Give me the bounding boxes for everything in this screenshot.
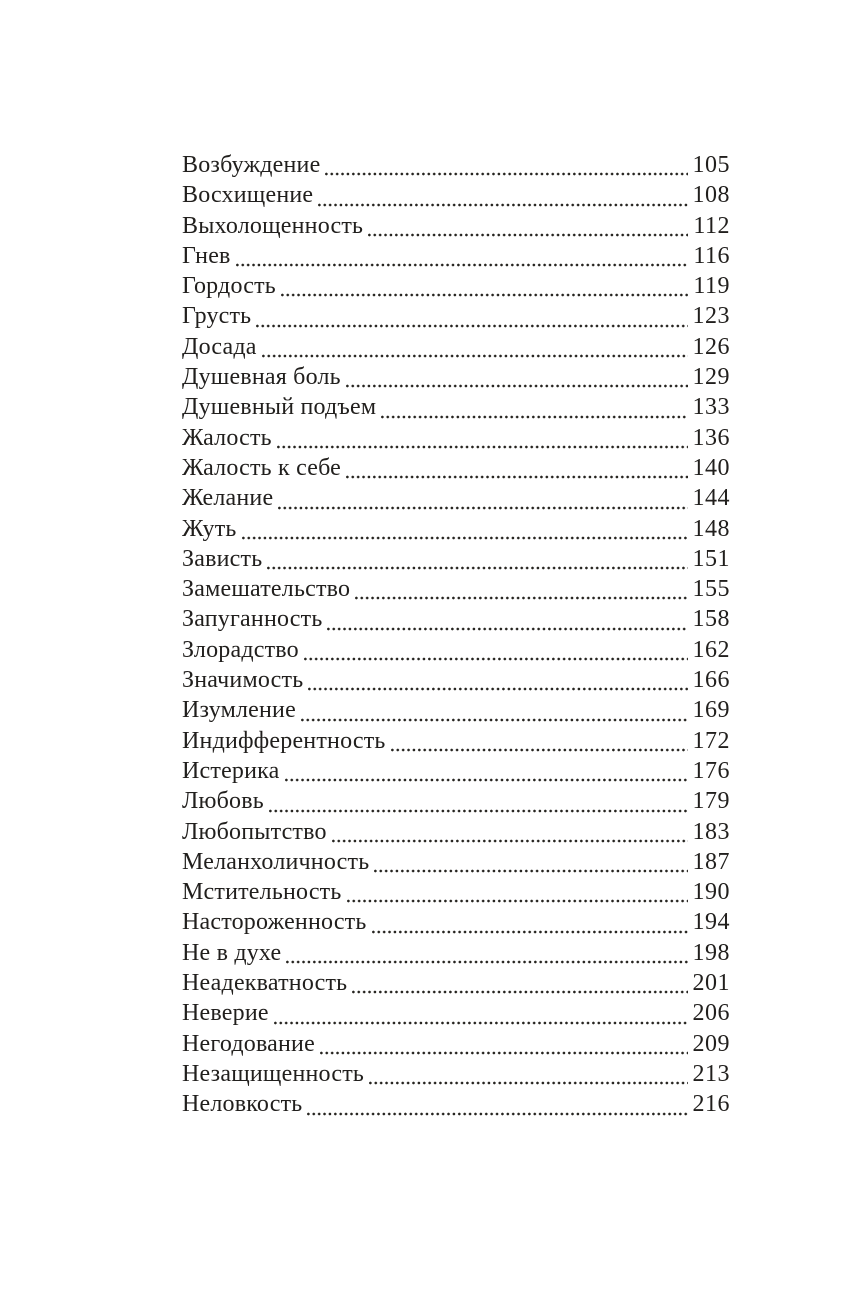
toc-entry <box>182 574 730 604</box>
toc-entry-page-number: 151 <box>692 545 730 572</box>
dot-leader <box>318 203 687 207</box>
toc-entry-title: Индифферентность <box>182 727 386 754</box>
toc-entry <box>182 695 730 725</box>
toc-entry-page-number: 123 <box>692 303 730 330</box>
toc-entry-title: Душевный подъем <box>182 394 377 421</box>
toc-entry <box>182 786 730 816</box>
toc-entry <box>182 756 730 786</box>
toc-entry <box>182 604 730 634</box>
toc-entry <box>182 453 730 483</box>
toc-entry-page-number: 126 <box>692 333 730 360</box>
toc-entry-title: Жуть <box>182 515 237 542</box>
dot-leader <box>327 627 687 631</box>
toc-entry-title: Незащищенность <box>182 1060 365 1087</box>
toc-entry-page-number: 112 <box>693 212 730 239</box>
toc-entry-title: Меланхоличность <box>182 848 370 875</box>
toc-entry-page-number: 198 <box>692 939 730 966</box>
toc-entry <box>182 150 730 180</box>
toc-entry-page-number: 108 <box>692 182 730 209</box>
toc-entry-page-number: 158 <box>692 606 730 633</box>
toc-entry <box>182 271 730 301</box>
toc-entry-title: Мстительность <box>182 879 342 906</box>
toc-entry-page-number: 179 <box>692 788 730 815</box>
dot-leader <box>374 869 687 873</box>
dot-leader <box>368 233 688 237</box>
toc-entry-title: Душевная боль <box>182 364 341 391</box>
dot-leader <box>347 899 688 903</box>
toc-entry-page-number: 144 <box>692 485 730 512</box>
dot-leader <box>320 1051 688 1055</box>
toc-entry-page-number: 119 <box>693 273 730 300</box>
toc-entry-page-number: 140 <box>692 454 730 481</box>
toc-entry-title: Желание <box>182 485 274 512</box>
dot-leader <box>381 415 687 419</box>
toc-entry-page-number: 148 <box>692 515 730 542</box>
toc-entry-title: Негодование <box>182 1030 315 1057</box>
toc-entry-title: Неловкость <box>182 1091 303 1118</box>
toc-entry <box>182 938 730 968</box>
dot-leader <box>346 384 688 388</box>
toc-entry-page-number: 194 <box>692 909 730 936</box>
toc-entry-title: Грусть <box>182 303 252 330</box>
dot-leader <box>332 839 688 843</box>
toc-entry-title: Досада <box>182 333 257 360</box>
dot-leader <box>308 687 687 691</box>
dot-leader <box>256 324 687 328</box>
table-of-contents <box>182 150 730 1120</box>
toc-entry <box>182 1089 730 1119</box>
toc-entry <box>182 635 730 665</box>
toc-entry <box>182 877 730 907</box>
toc-entry-page-number: 187 <box>692 848 730 875</box>
toc-entry-page-number: 136 <box>692 424 730 451</box>
toc-entry-title: Изумление <box>182 697 296 724</box>
toc-entry-title: Настороженность <box>182 909 367 936</box>
dot-leader <box>346 475 687 479</box>
toc-entry <box>182 1029 730 1059</box>
dot-leader <box>286 960 687 964</box>
toc-entry-title: Неверие <box>182 1000 269 1027</box>
toc-entry <box>182 180 730 210</box>
toc-entry-title: Любопытство <box>182 818 327 845</box>
dot-leader <box>304 657 688 661</box>
toc-entry-title: Гнев <box>182 242 231 269</box>
toc-entry <box>182 483 730 513</box>
dot-leader <box>269 809 688 813</box>
toc-entry-page-number: 166 <box>692 667 730 694</box>
toc-entry-title: Истерика <box>182 757 280 784</box>
dot-leader <box>301 718 688 722</box>
toc-entry-page-number: 201 <box>692 970 730 997</box>
toc-entry-page-number: 155 <box>692 576 730 603</box>
toc-entry-title: Значимость <box>182 667 304 694</box>
toc-entry <box>182 726 730 756</box>
toc-entry-page-number: 116 <box>693 242 730 269</box>
dot-leader <box>391 748 688 752</box>
toc-entry-title: Замешательство <box>182 576 351 603</box>
toc-entry <box>182 544 730 574</box>
dot-leader <box>285 778 688 782</box>
toc-entry-title: Зависть <box>182 545 263 572</box>
toc-entry <box>182 665 730 695</box>
toc-entry-title: Восхищение <box>182 182 314 209</box>
toc-entry-title: Запуганность <box>182 606 323 633</box>
toc-entry-page-number: 183 <box>692 818 730 845</box>
toc-entry <box>182 332 730 362</box>
toc-entry <box>182 847 730 877</box>
dot-leader <box>267 566 687 570</box>
toc-entry-title: Неадекватность <box>182 970 348 997</box>
toc-entry-title: Возбуждение <box>182 152 321 178</box>
toc-entry-page-number: 129 <box>692 364 730 391</box>
toc-entry <box>182 907 730 937</box>
toc-entry <box>182 211 730 241</box>
dot-leader <box>307 1112 687 1116</box>
toc-entry <box>182 1059 730 1089</box>
toc-entry <box>182 392 730 422</box>
toc-entry-page-number: 169 <box>692 697 730 724</box>
toc-entry <box>182 301 730 331</box>
dot-leader <box>236 263 689 267</box>
dot-leader <box>369 1081 687 1085</box>
toc-entry-title: Жалость <box>182 424 272 451</box>
toc-entry <box>182 241 730 271</box>
toc-entry-page-number: 206 <box>692 1000 730 1027</box>
toc-entry-page-number: 209 <box>692 1030 730 1057</box>
dot-leader <box>277 445 688 449</box>
toc-entry-page-number: 216 <box>692 1091 730 1118</box>
toc-entry <box>182 362 730 392</box>
toc-entry <box>182 423 730 453</box>
dot-leader <box>262 354 688 358</box>
dot-leader <box>242 536 688 540</box>
toc-entry-title: Выхолощенность <box>182 212 364 239</box>
dot-leader <box>355 596 687 600</box>
toc-entry <box>182 968 730 998</box>
toc-entry-page-number: 133 <box>692 394 730 421</box>
toc-entry-page-number: 162 <box>692 636 730 663</box>
toc-entry-title: Любовь <box>182 788 264 815</box>
toc-entry <box>182 817 730 847</box>
toc-entry-title: Жалость к себе <box>182 454 342 481</box>
toc-entry-page-number: 105 <box>692 152 730 178</box>
dot-leader <box>325 172 687 176</box>
toc-entry-title: Гордость <box>182 273 276 300</box>
dot-leader <box>278 506 687 510</box>
dot-leader <box>372 930 688 934</box>
toc-entry <box>182 998 730 1028</box>
toc-entry-page-number: 172 <box>692 727 730 754</box>
dot-leader <box>274 1021 688 1025</box>
toc-entry-page-number: 190 <box>692 879 730 906</box>
dot-leader <box>281 293 688 297</box>
toc-entry-title: Злорадство <box>182 636 299 663</box>
toc-entry-page-number: 176 <box>692 757 730 784</box>
dot-leader <box>352 990 687 994</box>
toc-entry-title: Не в духе <box>182 939 282 966</box>
toc-entry-page-number: 213 <box>692 1060 730 1087</box>
toc-entry <box>182 514 730 544</box>
